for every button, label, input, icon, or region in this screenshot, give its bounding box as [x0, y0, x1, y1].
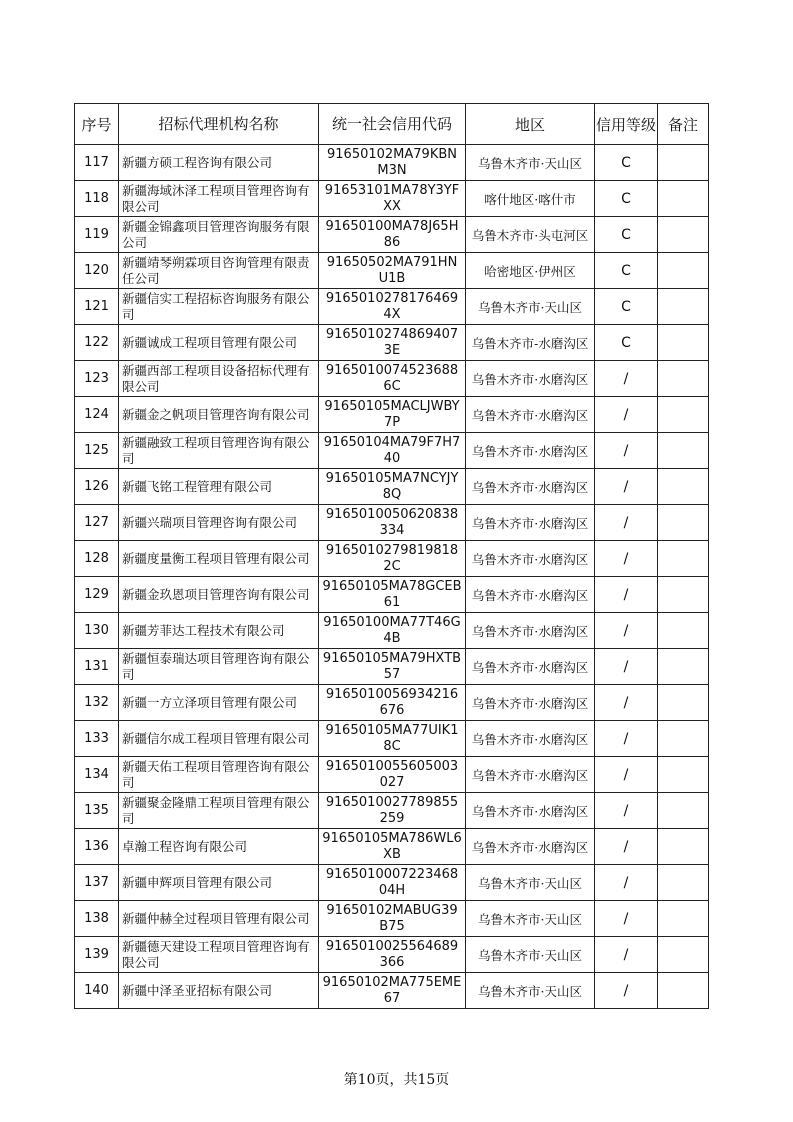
row-credit-code-text: 91650104MA79F7H740	[323, 434, 461, 466]
row-agency-name-text: 新疆恒泰瑞达项目管理咨询有限公司	[122, 650, 310, 682]
row-region-cell: 乌鲁木齐市·水磨沟区	[466, 793, 595, 829]
row-seq-cell: 139	[75, 937, 119, 973]
row-seq-cell: 136	[75, 829, 119, 865]
row-agency-name-text: 卓瀚工程咨询有限公司	[122, 838, 248, 854]
row-credit-code-cell	[319, 289, 466, 325]
row-agency-name-text: 新疆诚成工程项目管理有限公司	[122, 334, 298, 350]
table-row	[75, 325, 709, 361]
row-credit-code-text: 91650105MA786WL6XB	[322, 830, 462, 862]
row-region-cell: 喀什地区·喀什市	[466, 181, 595, 217]
row-region-cell: 乌鲁木齐市·天山区	[466, 145, 595, 181]
row-agency-name-text: 新疆方硕工程咨询有限公司	[122, 154, 273, 170]
row-credit-grade-cell: /	[595, 433, 658, 469]
row-agency-name-text: 新疆信实工程招标咨询服务有限公司	[122, 290, 310, 322]
row-credit-grade-cell: /	[595, 793, 658, 829]
row-credit-code-text: 9165010055605003027	[325, 758, 459, 790]
row-agency-name-cell	[119, 397, 319, 433]
header-credit-code: 统一社会信用代码	[319, 104, 466, 145]
row-seq-cell: 124	[75, 397, 119, 433]
row-credit-code-cell	[319, 325, 466, 361]
row-agency-name-cell	[119, 145, 319, 181]
row-remarks-cell	[658, 469, 709, 505]
row-region-cell: 乌鲁木齐市·水磨沟区	[466, 829, 595, 865]
header-credit-grade: 信用等级	[595, 104, 658, 145]
row-agency-name-text: 新疆天佑工程项目管理咨询有限公司	[122, 758, 310, 790]
table-row	[75, 793, 709, 829]
row-seq-cell: 125	[75, 433, 119, 469]
row-seq-cell: 134	[75, 757, 119, 793]
row-credit-code-text: 91650102798198182C	[325, 542, 459, 574]
row-credit-code-cell	[319, 685, 466, 721]
row-agency-name-cell	[119, 685, 319, 721]
row-seq-cell: 119	[75, 217, 119, 253]
row-region-cell: 乌鲁木齐市·水磨沟区	[466, 433, 595, 469]
row-agency-name-cell	[119, 901, 319, 937]
row-agency-name-text: 新疆信尔成工程项目管理有限公司	[122, 730, 310, 746]
row-seq-cell: 130	[75, 613, 119, 649]
row-region-cell: 乌鲁木齐市·天山区	[466, 289, 595, 325]
table-header-row	[75, 104, 709, 145]
row-agency-name-text: 新疆金锦鑫项目管理咨询服务有限公司	[122, 218, 310, 250]
row-agency-name-text: 新疆一方立泽项目管理有限公司	[122, 694, 298, 710]
row-remarks-cell	[658, 505, 709, 541]
row-credit-code-cell	[319, 937, 466, 973]
row-agency-name-text: 新疆靖琴朔霖项目咨询管理有限责任公司	[122, 254, 310, 286]
row-agency-name-cell	[119, 613, 319, 649]
row-region-cell: 乌鲁木齐市·天山区	[466, 865, 595, 901]
row-seq-cell: 131	[75, 649, 119, 685]
row-remarks-cell	[658, 973, 709, 1009]
row-region-cell: 乌鲁木齐市·水磨沟区	[466, 469, 595, 505]
row-credit-grade-cell: C	[595, 217, 658, 253]
row-credit-grade-cell: /	[595, 397, 658, 433]
row-credit-code-cell	[319, 433, 466, 469]
row-remarks-cell	[658, 217, 709, 253]
row-credit-code-cell	[319, 829, 466, 865]
row-credit-code-text: 91650102781764694X	[325, 290, 459, 322]
table-row	[75, 181, 709, 217]
row-remarks-cell	[658, 757, 709, 793]
table-row	[75, 685, 709, 721]
row-credit-grade-cell: /	[595, 757, 658, 793]
table-row	[75, 901, 709, 937]
table-row	[75, 973, 709, 1009]
row-remarks-cell	[658, 829, 709, 865]
row-remarks-cell	[658, 541, 709, 577]
row-seq-cell: 121	[75, 289, 119, 325]
row-seq-cell: 117	[75, 145, 119, 181]
table-body	[75, 145, 709, 1009]
row-remarks-cell	[658, 145, 709, 181]
row-seq-cell: 128	[75, 541, 119, 577]
table-row	[75, 253, 709, 289]
row-credit-grade-cell: C	[595, 181, 658, 217]
row-credit-code-text: 916501000722346804H	[325, 866, 459, 898]
row-agency-name-cell	[119, 181, 319, 217]
row-region-cell: 乌鲁木齐市·水磨沟区	[466, 685, 595, 721]
row-credit-grade-cell: /	[595, 469, 658, 505]
row-region-cell: 乌鲁木齐市·水磨沟区	[466, 577, 595, 613]
table-row	[75, 937, 709, 973]
row-credit-grade-cell: C	[595, 289, 658, 325]
table-row	[75, 865, 709, 901]
row-region-cell: 乌鲁木齐市·天山区	[466, 937, 595, 973]
table-row	[75, 433, 709, 469]
table-row	[75, 217, 709, 253]
row-region-cell: 乌鲁木齐市·天山区	[466, 973, 595, 1009]
row-region-cell: 乌鲁木齐市·水磨沟区	[466, 721, 595, 757]
row-credit-code-cell	[319, 145, 466, 181]
row-region-cell: 乌鲁木齐市·水磨沟区	[466, 505, 595, 541]
row-credit-code-text: 91650100MA77T46G4B	[323, 614, 461, 646]
row-agency-name-text: 新疆德天建设工程项目管理咨询有限公司	[122, 938, 310, 970]
row-region-cell: 乌鲁木齐市·水磨沟区	[466, 649, 595, 685]
table-row	[75, 505, 709, 541]
row-seq-cell: 127	[75, 505, 119, 541]
row-agency-name-cell	[119, 973, 319, 1009]
header-remarks: 备注	[658, 104, 709, 145]
row-agency-name-cell	[119, 289, 319, 325]
row-agency-name-cell	[119, 757, 319, 793]
row-remarks-cell	[658, 361, 709, 397]
row-credit-code-cell	[319, 469, 466, 505]
row-credit-code-cell	[319, 901, 466, 937]
row-seq-cell: 126	[75, 469, 119, 505]
row-credit-code-cell	[319, 649, 466, 685]
row-seq-cell: 129	[75, 577, 119, 613]
row-agency-name-text: 新疆融致工程项目管理咨询有限公司	[122, 434, 310, 466]
row-remarks-cell	[658, 613, 709, 649]
row-credit-code-text: 91650105MACLJWBY7P	[324, 398, 460, 430]
row-agency-name-cell	[119, 505, 319, 541]
row-agency-name-text: 新疆金玖恩项目管理咨询有限公司	[122, 586, 310, 602]
row-region-cell: 乌鲁木齐市·天山区	[466, 901, 595, 937]
table-row	[75, 649, 709, 685]
page-number-footer: 第10页，共15页	[343, 1072, 450, 1088]
row-credit-code-cell	[319, 361, 466, 397]
row-remarks-cell	[658, 253, 709, 289]
row-credit-code-cell	[319, 793, 466, 829]
row-remarks-cell	[658, 793, 709, 829]
row-remarks-cell	[658, 937, 709, 973]
row-seq-cell: 140	[75, 973, 119, 1009]
row-credit-code-cell	[319, 217, 466, 253]
row-credit-grade-cell: /	[595, 721, 658, 757]
table-row	[75, 397, 709, 433]
row-agency-name-cell	[119, 433, 319, 469]
row-remarks-cell	[658, 649, 709, 685]
row-agency-name-cell	[119, 721, 319, 757]
row-remarks-cell	[658, 289, 709, 325]
header-region: 地区	[466, 104, 595, 145]
row-agency-name-text: 新疆度量衡工程项目管理有限公司	[122, 550, 310, 566]
row-credit-code-cell	[319, 541, 466, 577]
row-region-cell: 乌鲁木齐市·水磨沟区	[466, 397, 595, 433]
row-credit-grade-cell: C	[595, 145, 658, 181]
row-credit-code-cell	[319, 577, 466, 613]
row-credit-code-text: 91650102MABUG39B75	[326, 902, 458, 934]
row-seq-cell: 123	[75, 361, 119, 397]
row-credit-code-text: 91650102MA775EME67	[322, 974, 462, 1006]
row-remarks-cell	[658, 721, 709, 757]
row-agency-name-text: 新疆中泽圣亚招标有限公司	[122, 982, 273, 998]
row-credit-code-cell	[319, 253, 466, 289]
row-credit-grade-cell: /	[595, 973, 658, 1009]
row-credit-code-text: 9165010027789855259	[325, 794, 459, 826]
table-row	[75, 289, 709, 325]
row-credit-code-cell	[319, 757, 466, 793]
row-seq-cell: 122	[75, 325, 119, 361]
row-agency-name-cell	[119, 253, 319, 289]
row-remarks-cell	[658, 901, 709, 937]
row-credit-code-cell	[319, 721, 466, 757]
row-agency-name-text: 新疆金之帆项目管理咨询有限公司	[122, 406, 310, 422]
row-region-cell: 哈密地区·伊州区	[466, 253, 595, 289]
row-seq-cell: 120	[75, 253, 119, 289]
row-credit-grade-cell: /	[595, 937, 658, 973]
row-credit-code-text: 91653101MA78Y3YFXX	[324, 182, 460, 214]
row-seq-cell: 132	[75, 685, 119, 721]
row-credit-code-text: 91650102748694073E	[325, 326, 459, 358]
header-seq: 序号	[75, 104, 119, 145]
row-agency-name-cell	[119, 865, 319, 901]
row-agency-name-text: 新疆西部工程项目设备招标代理有限公司	[122, 362, 310, 394]
row-agency-name-cell	[119, 829, 319, 865]
credit-rating-table	[74, 103, 709, 1009]
table-row	[75, 613, 709, 649]
row-agency-name-text: 新疆飞铭工程管理有限公司	[122, 478, 273, 494]
row-agency-name-cell	[119, 361, 319, 397]
table-row	[75, 469, 709, 505]
row-seq-cell: 137	[75, 865, 119, 901]
row-credit-code-text: 91650102MA79KBNM3N	[327, 146, 457, 178]
row-seq-cell: 138	[75, 901, 119, 937]
row-credit-code-text: 9165010025564689366	[325, 938, 459, 970]
row-credit-code-text: 91650502MA791HNU1B	[326, 254, 458, 286]
row-agency-name-text: 新疆聚金隆鼎工程项目管理有限公司	[122, 794, 310, 826]
row-agency-name-text: 新疆仲赫全过程项目管理有限公司	[122, 910, 310, 926]
row-remarks-cell	[658, 325, 709, 361]
row-seq-cell: 135	[75, 793, 119, 829]
row-remarks-cell	[658, 865, 709, 901]
row-credit-grade-cell: C	[595, 253, 658, 289]
row-credit-grade-cell: /	[595, 577, 658, 613]
row-credit-grade-cell: /	[595, 505, 658, 541]
header-agency-name: 招标代理机构名称	[119, 104, 319, 145]
table-row	[75, 829, 709, 865]
row-credit-code-text: 91650105MA7NCYJY8Q	[325, 470, 459, 502]
row-credit-code-cell	[319, 865, 466, 901]
table-row	[75, 361, 709, 397]
row-region-cell: 乌鲁木齐市-水磨沟区	[466, 325, 595, 361]
row-remarks-cell	[658, 433, 709, 469]
row-credit-code-text: 91650100MA78J65H86	[325, 218, 459, 250]
row-credit-code-cell	[319, 505, 466, 541]
row-region-cell: 乌鲁木齐市·水磨沟区	[466, 613, 595, 649]
row-credit-code-text: 9165010050620838334	[325, 506, 459, 538]
row-agency-name-text: 新疆兴瑞项目管理咨询有限公司	[122, 514, 298, 530]
row-remarks-cell	[658, 181, 709, 217]
row-credit-code-text: 91650100745236886C	[325, 362, 459, 394]
row-agency-name-cell	[119, 649, 319, 685]
row-credit-grade-cell: C	[595, 325, 658, 361]
row-credit-code-cell	[319, 397, 466, 433]
row-credit-grade-cell: /	[595, 901, 658, 937]
row-agency-name-text: 新疆申辉项目管理有限公司	[122, 874, 273, 890]
row-credit-code-text: 91650105MA79HXTB57	[322, 650, 462, 682]
row-credit-grade-cell: /	[595, 685, 658, 721]
row-region-cell: 乌鲁木齐市·水磨沟区	[466, 361, 595, 397]
row-credit-code-cell	[319, 613, 466, 649]
table-row	[75, 721, 709, 757]
row-credit-grade-cell: /	[595, 541, 658, 577]
row-region-cell: 乌鲁木齐市·头屯河区	[466, 217, 595, 253]
row-region-cell: 乌鲁木齐市·水磨沟区	[466, 757, 595, 793]
row-credit-code-text: 91650105MA77UIK18C	[325, 722, 459, 754]
row-credit-grade-cell: /	[595, 829, 658, 865]
row-credit-code-text: 9165010056934216676	[325, 686, 459, 718]
row-region-cell: 乌鲁木齐市·水磨沟区	[466, 541, 595, 577]
table-row	[75, 577, 709, 613]
row-remarks-cell	[658, 577, 709, 613]
row-seq-cell: 133	[75, 721, 119, 757]
row-seq-cell: 118	[75, 181, 119, 217]
row-agency-name-cell	[119, 217, 319, 253]
row-agency-name-cell	[119, 793, 319, 829]
row-credit-grade-cell: /	[595, 865, 658, 901]
row-credit-grade-cell: /	[595, 613, 658, 649]
row-credit-grade-cell: /	[595, 361, 658, 397]
row-credit-grade-cell: /	[595, 649, 658, 685]
row-agency-name-text: 新疆芳菲达工程技术有限公司	[122, 622, 285, 638]
row-agency-name-cell	[119, 469, 319, 505]
row-agency-name-cell	[119, 325, 319, 361]
row-agency-name-cell	[119, 541, 319, 577]
row-credit-code-text: 91650105MA78GCEB61	[322, 578, 462, 610]
table-row	[75, 541, 709, 577]
row-agency-name-cell	[119, 937, 319, 973]
table-row	[75, 757, 709, 793]
row-agency-name-cell	[119, 577, 319, 613]
row-agency-name-text: 新疆海域沐泽工程项目管理咨询有限公司	[122, 182, 310, 214]
row-credit-code-cell	[319, 181, 466, 217]
row-remarks-cell	[658, 685, 709, 721]
row-credit-code-cell	[319, 973, 466, 1009]
row-remarks-cell	[658, 397, 709, 433]
table-row	[75, 145, 709, 181]
